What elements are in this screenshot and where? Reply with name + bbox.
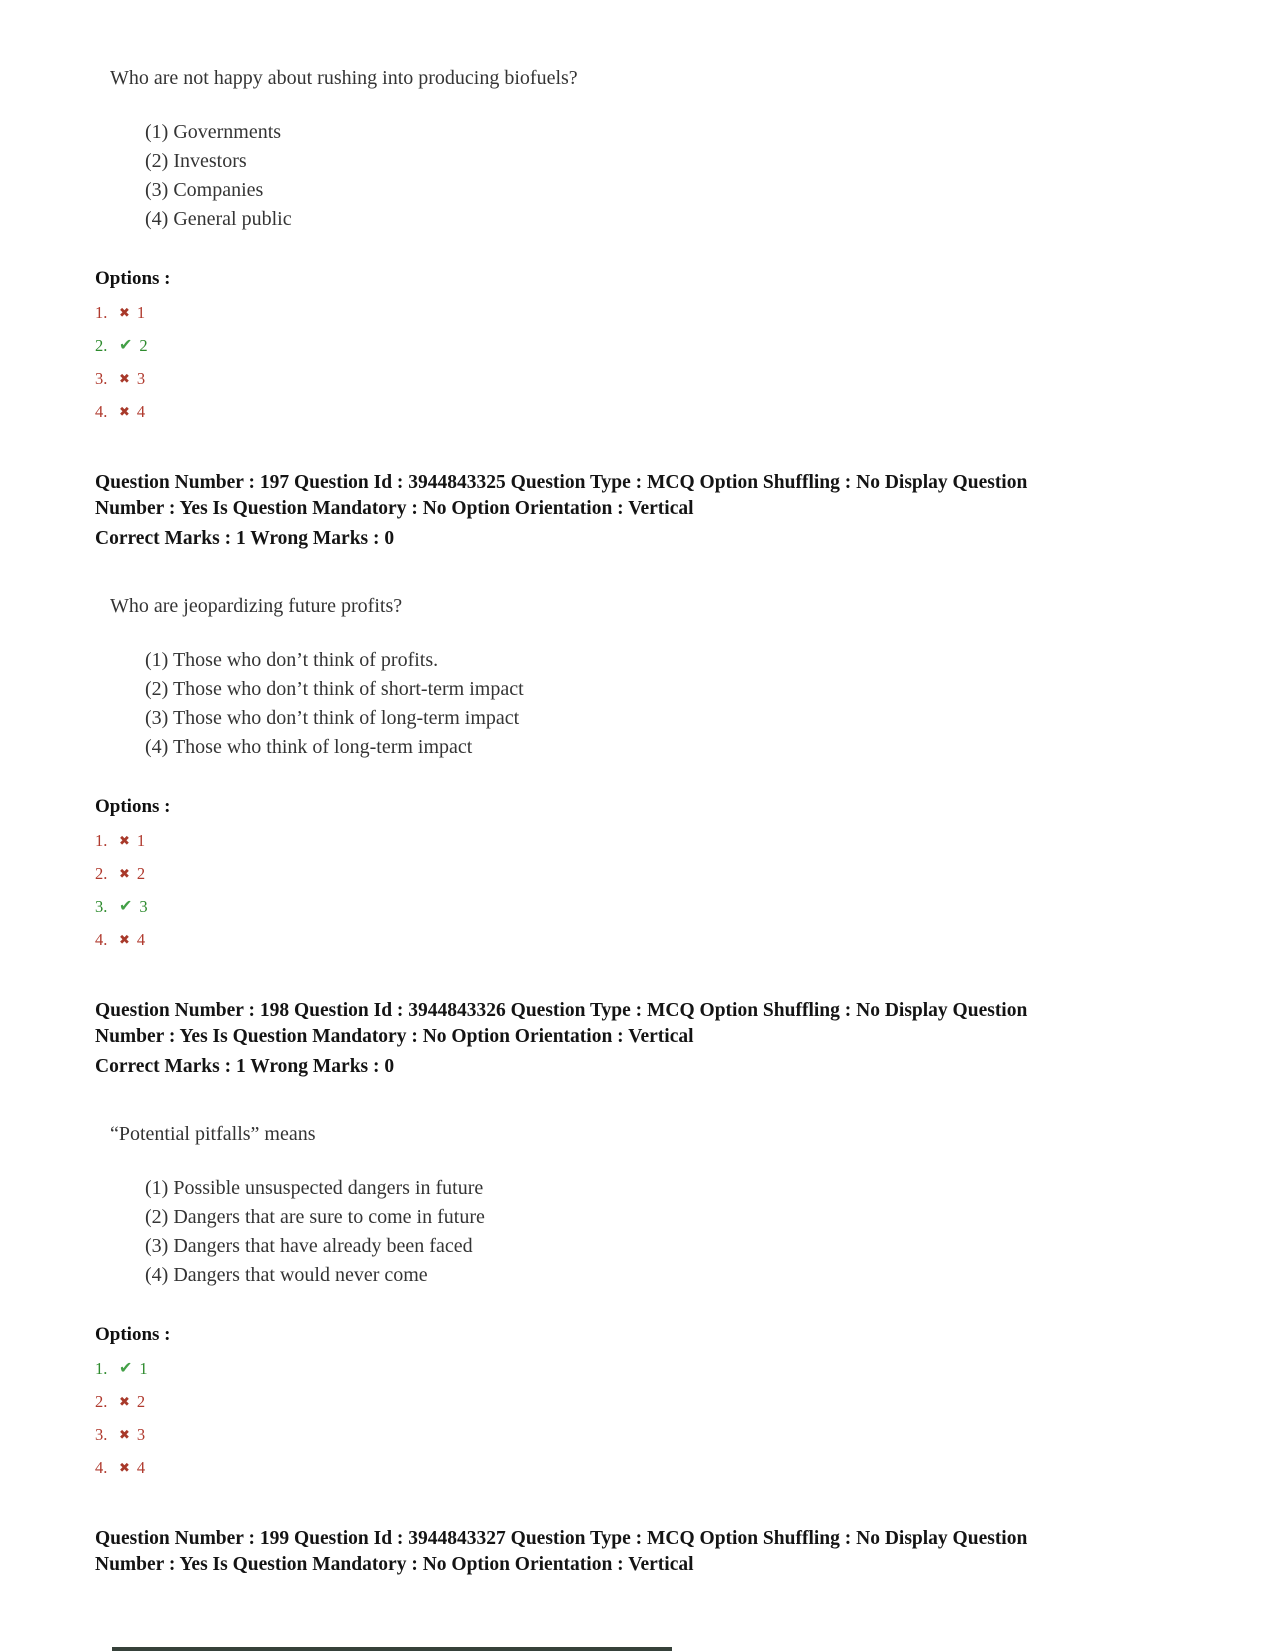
- wrong-cross-icon: ✖: [119, 1427, 130, 1442]
- question-block-197: [95, 470, 1205, 950]
- option-result-row-1: [95, 1358, 1205, 1379]
- option-number: 3.: [95, 1424, 108, 1444]
- correct-check-icon: ✔: [119, 897, 133, 915]
- question-block-199: [95, 1526, 1205, 1578]
- question-meta-line: Question Number : 198 Question Id : 3944843326 Question Type : MCQ Option Shuffling : No Display Question Number : Yes Is Question Mandatory : No Option Orientation : Vertical: [95, 1000, 1028, 1047]
- choice-2: (2) Dangers that are sure to come in future: [145, 1206, 485, 1228]
- option-value: 3: [136, 1424, 146, 1444]
- wrong-cross-icon: ✖: [119, 404, 130, 419]
- choice-3: (3) Companies: [145, 179, 264, 201]
- choice-list: [145, 118, 1205, 234]
- clipped-next-line: [112, 1647, 672, 1651]
- option-result-row-3: [95, 368, 1205, 389]
- choice-list: [145, 1174, 1205, 1290]
- wrong-cross-icon: ✖: [119, 932, 130, 947]
- options-label: Options :: [95, 796, 171, 817]
- choice-1: (1) Possible unsuspected dangers in future: [145, 1177, 484, 1199]
- wrong-cross-icon: ✖: [119, 866, 130, 881]
- option-number: 1.: [95, 302, 108, 322]
- choice-1: (1) Those who don’t think of profits.: [145, 649, 439, 671]
- option-number: 3.: [95, 368, 108, 388]
- question-text: Who are not happy about rushing into producing biofuels?: [110, 67, 578, 89]
- choice-3: (3) Dangers that have already been faced: [145, 1235, 473, 1257]
- question-text: Who are jeopardizing future profits?: [110, 595, 403, 617]
- choice-1: (1) Governments: [145, 121, 282, 143]
- option-number: 1.: [95, 1358, 108, 1378]
- wrong-cross-icon: ✖: [119, 833, 130, 848]
- option-result-row-3: [95, 896, 1205, 917]
- wrong-cross-icon: ✖: [119, 1394, 130, 1409]
- question-block-196: [95, 66, 1205, 422]
- option-value: 4: [136, 1457, 146, 1477]
- question-meta-line: Question Number : 199 Question Id : 3944843327 Question Type : MCQ Option Shuffling : No Display Question Number : Yes Is Question Mandatory : No Option Orientation : Vertical: [95, 1528, 1028, 1575]
- choice-list: [145, 646, 1205, 762]
- option-number: 2.: [95, 1391, 108, 1411]
- option-result-row-1: [95, 830, 1205, 851]
- options-label: Options :: [95, 268, 171, 289]
- choice-3: (3) Those who don’t think of long-term impact: [145, 707, 520, 729]
- option-result-row-1: [95, 302, 1205, 323]
- option-number: 2.: [95, 335, 108, 355]
- question-block-198: [95, 998, 1205, 1478]
- wrong-cross-icon: ✖: [119, 1460, 130, 1475]
- option-value: 3: [139, 896, 148, 916]
- option-value: 2: [136, 1391, 146, 1411]
- choice-2: (2) Investors: [145, 150, 247, 172]
- option-number: 4.: [95, 401, 108, 421]
- correct-check-icon: ✔: [119, 336, 133, 354]
- question-meta-line: Question Number : 197 Question Id : 3944843325 Question Type : MCQ Option Shuffling : No Display Question Number : Yes Is Question Mandatory : No Option Orientation : Vertical: [95, 472, 1028, 519]
- option-number: 4.: [95, 1457, 108, 1477]
- marks-line: Correct Marks : 1 Wrong Marks : 0: [95, 1056, 395, 1077]
- choice-2: (2) Those who don’t think of short-term impact: [145, 678, 524, 700]
- option-value: 1: [139, 1358, 148, 1378]
- option-value: 4: [136, 929, 146, 949]
- wrong-cross-icon: ✖: [119, 305, 130, 320]
- question-text: “Potential pitfalls” means: [110, 1123, 316, 1145]
- option-result-row-4: [95, 1457, 1205, 1478]
- option-result-row-2: [95, 1391, 1205, 1412]
- choice-4: (4) Those who think of long-term impact: [145, 736, 473, 758]
- option-result-row-3: [95, 1424, 1205, 1445]
- option-number: 1.: [95, 830, 108, 850]
- correct-check-icon: ✔: [119, 1359, 133, 1377]
- option-number: 4.: [95, 929, 108, 949]
- options-label: Options :: [95, 1324, 171, 1345]
- option-result-row-2: [95, 863, 1205, 884]
- marks-line: Correct Marks : 1 Wrong Marks : 0: [95, 528, 395, 549]
- option-value: 3: [136, 368, 146, 388]
- choice-4: (4) General public: [145, 208, 292, 230]
- option-number: 2.: [95, 863, 108, 883]
- wrong-cross-icon: ✖: [119, 371, 130, 386]
- option-value: 2: [139, 335, 148, 355]
- option-value: 4: [136, 401, 146, 421]
- option-result-row-4: [95, 929, 1205, 950]
- option-value: 2: [136, 863, 146, 883]
- option-value: 1: [136, 302, 146, 322]
- option-number: 3.: [95, 896, 108, 916]
- option-value: 1: [136, 830, 146, 850]
- option-result-row-2: [95, 335, 1205, 356]
- choice-4: (4) Dangers that would never come: [145, 1264, 428, 1286]
- option-result-row-4: [95, 401, 1205, 422]
